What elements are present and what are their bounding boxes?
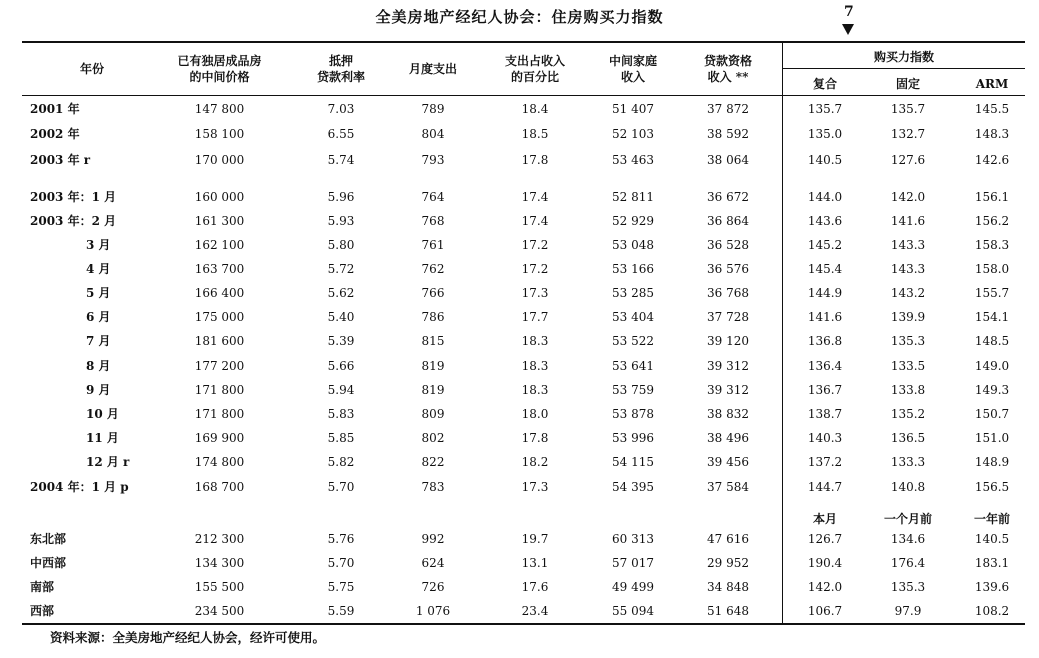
- cell-qual: 37 728: [707, 310, 749, 324]
- cell-pct: 17.2: [521, 238, 549, 252]
- cell-fixed: 135.3: [890, 334, 926, 348]
- cell-income: 53 463: [612, 153, 654, 167]
- cell-fixed: 140.8: [890, 480, 926, 494]
- cell-price: 170 000: [194, 153, 245, 167]
- cell-monthly: 726: [421, 580, 445, 594]
- cell-income: 57 017: [612, 556, 654, 570]
- cell-arm: 151.0: [974, 431, 1010, 445]
- row-label: 2003 年 r: [30, 153, 91, 167]
- cell-pct: 17.8: [521, 153, 549, 167]
- cell-fixed: 136.5: [890, 431, 926, 445]
- row-label: 2003 年：1 月: [30, 190, 117, 204]
- cell-arm: 150.7: [974, 407, 1010, 421]
- cell-qual: 37 872: [707, 102, 749, 116]
- cell-price: 177 200: [194, 359, 245, 373]
- cell-rate: 5.85: [327, 431, 355, 445]
- cell-income: 60 313: [612, 532, 654, 546]
- cell-rate: 5.75: [327, 580, 355, 594]
- cell-arm: 158.3: [974, 238, 1010, 252]
- cell-arm: 108.2: [974, 604, 1010, 618]
- cell-fixed: 133.8: [890, 383, 926, 397]
- cell-qual: 38 592: [707, 127, 749, 141]
- cell-price: 161 300: [194, 214, 245, 228]
- cell-fixed: 141.6: [890, 214, 926, 228]
- table-bottom-rule: [22, 623, 1025, 625]
- cell-composite: 141.6: [807, 310, 843, 324]
- cell-pct: 17.6: [521, 580, 549, 594]
- cell-income: 49 499: [612, 580, 654, 594]
- cell-income: 52 811: [612, 190, 654, 204]
- cell-monthly: 1 076: [415, 604, 451, 618]
- cell-fixed: 135.7: [890, 102, 926, 116]
- cell-composite: 138.7: [807, 407, 843, 421]
- cell-pct: 18.2: [521, 455, 549, 469]
- cell-pct: 18.4: [521, 102, 549, 116]
- cell-pct: 23.4: [521, 604, 549, 618]
- region-label: 东北部: [30, 532, 67, 546]
- subheader-current-month: 本月: [812, 512, 837, 526]
- row-label: 5 月: [86, 286, 111, 300]
- cell-monthly: 819: [421, 359, 445, 373]
- cell-pct: 13.1: [521, 556, 549, 570]
- cell-arm: 145.5: [974, 102, 1010, 116]
- cell-monthly: 804: [421, 127, 445, 141]
- cell-composite: 135.0: [807, 127, 843, 141]
- cell-rate: 5.94: [327, 383, 355, 397]
- row-label: 2004 年：1 月 p: [30, 480, 129, 494]
- table-top-rule: [22, 41, 1025, 43]
- cell-qual: 36 768: [707, 286, 749, 300]
- cell-qual: 34 848: [707, 580, 749, 594]
- row-label: 11 月: [86, 431, 119, 445]
- cell-price: 234 500: [194, 604, 245, 618]
- index-divider: [782, 42, 783, 623]
- cell-monthly: 789: [421, 102, 445, 116]
- cell-price: 171 800: [194, 407, 245, 421]
- cell-qual: 36 528: [707, 238, 749, 252]
- cell-monthly: 761: [421, 238, 445, 252]
- cell-fixed: 139.9: [890, 310, 926, 324]
- cell-income: 53 759: [612, 383, 654, 397]
- cell-rate: 7.03: [327, 102, 355, 116]
- cell-monthly: 793: [421, 153, 445, 167]
- cell-price: 162 100: [194, 238, 245, 252]
- cell-income: 51 407: [612, 102, 654, 116]
- cell-qual: 38 064: [707, 153, 749, 167]
- cell-arm: 149.3: [974, 383, 1010, 397]
- cell-pct: 17.8: [521, 431, 549, 445]
- cell-income: 53 404: [612, 310, 654, 324]
- subheader-year-ago: 一年前: [973, 512, 1010, 526]
- row-label: 2001 年: [30, 102, 80, 116]
- row-label: 7 月: [86, 334, 111, 348]
- subheader-month-ago: 一个月前: [883, 512, 932, 526]
- cell-composite: 140.3: [807, 431, 843, 445]
- down-arrow-icon: [842, 24, 854, 35]
- cell-price: 160 000: [194, 190, 245, 204]
- cell-fixed: 176.4: [890, 556, 926, 570]
- cell-monthly: 766: [421, 286, 445, 300]
- page-title: 全美房地产经纪人协会：住房购买力指数: [375, 8, 664, 26]
- header-affordability-index: 购买力指数: [873, 50, 934, 64]
- cell-composite: 135.7: [807, 102, 843, 116]
- cell-composite: 136.4: [807, 359, 843, 373]
- cell-monthly: 624: [421, 556, 445, 570]
- row-label: 12 月 r: [86, 455, 130, 469]
- row-label: 9 月: [86, 383, 111, 397]
- cell-monthly: 783: [421, 480, 445, 494]
- cell-fixed: 135.3: [890, 580, 926, 594]
- cell-rate: 5.74: [327, 153, 355, 167]
- cell-composite: 137.2: [807, 455, 843, 469]
- header-bottom-rule: [22, 95, 1025, 96]
- cell-arm: 158.0: [974, 262, 1010, 276]
- cell-pct: 18.5: [521, 127, 549, 141]
- cell-qual: 51 648: [707, 604, 749, 618]
- cell-price: 166 400: [194, 286, 245, 300]
- cell-monthly: 802: [421, 431, 445, 445]
- cell-rate: 6.55: [327, 127, 355, 141]
- cell-income: 53 641: [612, 359, 654, 373]
- cell-price: 171 800: [194, 383, 245, 397]
- cell-monthly: 762: [421, 262, 445, 276]
- cell-price: 168 700: [194, 480, 245, 494]
- header-median-income-line1: 中间家庭: [608, 54, 657, 68]
- cell-qual: 39 312: [707, 359, 749, 373]
- cell-rate: 5.40: [327, 310, 355, 324]
- cell-composite: 144.9: [807, 286, 843, 300]
- cell-income: 53 166: [612, 262, 654, 276]
- cell-income: 53 285: [612, 286, 654, 300]
- cell-qual: 38 832: [707, 407, 749, 421]
- cell-income: 53 878: [612, 407, 654, 421]
- header-qualifying-income-line2: 收入 **: [707, 70, 749, 84]
- cell-composite: 140.5: [807, 153, 843, 167]
- cell-monthly: 764: [421, 190, 445, 204]
- cell-price: 174 800: [194, 455, 245, 469]
- header-year: 年份: [79, 62, 104, 76]
- region-label: 中西部: [30, 556, 67, 570]
- cell-monthly: 815: [421, 334, 445, 348]
- cell-fixed: 143.3: [890, 238, 926, 252]
- cell-arm: 148.5: [974, 334, 1010, 348]
- cell-composite: 190.4: [807, 556, 843, 570]
- cell-fixed: 143.2: [890, 286, 926, 300]
- cell-income: 53 522: [612, 334, 654, 348]
- cell-composite: 143.6: [807, 214, 843, 228]
- cell-monthly: 819: [421, 383, 445, 397]
- cell-pct: 17.4: [521, 214, 549, 228]
- cell-composite: 144.0: [807, 190, 843, 204]
- cell-arm: 154.1: [974, 310, 1010, 324]
- header-mortgage-rate-line2: 贷款利率: [316, 70, 365, 84]
- cell-composite: 106.7: [807, 604, 843, 618]
- cell-composite: 126.7: [807, 532, 843, 546]
- cell-price: 169 900: [194, 431, 245, 445]
- cell-rate: 5.82: [327, 455, 355, 469]
- cell-price: 175 000: [194, 310, 245, 324]
- cell-monthly: 786: [421, 310, 445, 324]
- cell-arm: 156.1: [974, 190, 1010, 204]
- cell-composite: 136.7: [807, 383, 843, 397]
- cell-income: 52 929: [612, 214, 654, 228]
- header-mortgage-rate-line1: 抵押: [328, 54, 353, 68]
- cell-rate: 5.80: [327, 238, 355, 252]
- cell-qual: 39 120: [707, 334, 749, 348]
- cell-income: 55 094: [612, 604, 654, 618]
- header-monthly-payment: 月度支出: [408, 62, 457, 76]
- cell-composite: 144.7: [807, 480, 843, 494]
- row-label: 4 月: [86, 262, 111, 276]
- cell-arm: 149.0: [974, 359, 1010, 373]
- header-payment-pct-line2: 的百分比: [510, 70, 559, 84]
- cell-fixed: 134.6: [890, 532, 926, 546]
- source-footnote: 资料来源：全美房地产经纪人协会，经许可使用。: [50, 630, 326, 645]
- header-median-price-line1: 已有独居成品房: [177, 54, 262, 68]
- cell-rate: 5.93: [327, 214, 355, 228]
- region-label: 南部: [30, 580, 55, 594]
- cell-arm: 139.6: [974, 580, 1010, 594]
- header-qualifying-income-line1: 贷款资格: [703, 54, 752, 68]
- cell-rate: 5.39: [327, 334, 355, 348]
- cell-arm: 155.7: [974, 286, 1010, 300]
- cell-fixed: 97.9: [894, 604, 922, 618]
- cell-pct: 18.3: [521, 383, 549, 397]
- cell-price: 158 100: [194, 127, 245, 141]
- cell-rate: 5.72: [327, 262, 355, 276]
- header-composite: 复合: [812, 77, 837, 91]
- cell-qual: 47 616: [707, 532, 749, 546]
- cell-composite: 142.0: [807, 580, 843, 594]
- row-label: 2003 年：2 月: [30, 214, 117, 228]
- cell-fixed: 135.2: [890, 407, 926, 421]
- cell-pct: 17.3: [521, 286, 549, 300]
- cell-qual: 39 456: [707, 455, 749, 469]
- cell-income: 54 115: [612, 455, 654, 469]
- cell-monthly: 768: [421, 214, 445, 228]
- cell-pct: 17.4: [521, 190, 549, 204]
- cell-arm: 140.5: [974, 532, 1010, 546]
- cell-fixed: 127.6: [890, 153, 926, 167]
- header-payment-pct-line1: 支出占收入: [504, 54, 565, 68]
- cell-pct: 18.0: [521, 407, 549, 421]
- cell-income: 54 395: [612, 480, 654, 494]
- cell-arm: 148.3: [974, 127, 1010, 141]
- cell-fixed: 143.3: [890, 262, 926, 276]
- cell-fixed: 142.0: [890, 190, 926, 204]
- cell-income: 53 048: [612, 238, 654, 252]
- cell-qual: 29 952: [707, 556, 749, 570]
- cell-arm: 156.5: [974, 480, 1010, 494]
- cell-pct: 19.7: [521, 532, 549, 546]
- cell-price: 155 500: [194, 580, 245, 594]
- row-label: 10 月: [86, 407, 119, 421]
- cell-monthly: 809: [421, 407, 445, 421]
- cell-rate: 5.66: [327, 359, 355, 373]
- cell-pct: 17.2: [521, 262, 549, 276]
- cell-price: 181 600: [194, 334, 245, 348]
- row-label: 6 月: [86, 310, 111, 324]
- cell-qual: 38 496: [707, 431, 749, 445]
- cell-qual: 39 312: [707, 383, 749, 397]
- cell-arm: 148.9: [974, 455, 1010, 469]
- region-label: 西部: [30, 604, 55, 618]
- cell-rate: 5.96: [327, 190, 355, 204]
- cell-rate: 5.59: [327, 604, 355, 618]
- cell-monthly: 992: [421, 532, 445, 546]
- cell-arm: 183.1: [974, 556, 1010, 570]
- index-group-rule: [783, 68, 1025, 69]
- cell-composite: 145.2: [807, 238, 843, 252]
- cell-arm: 142.6: [974, 153, 1010, 167]
- cell-composite: 136.8: [807, 334, 843, 348]
- row-label: 2002 年: [30, 127, 80, 141]
- cell-fixed: 133.5: [890, 359, 926, 373]
- cell-rate: 5.83: [327, 407, 355, 421]
- cell-arm: 156.2: [974, 214, 1010, 228]
- cell-pct: 17.7: [521, 310, 549, 324]
- row-label: 3 月: [86, 238, 111, 252]
- header-arm: ARM: [975, 77, 1009, 91]
- cell-fixed: 133.3: [890, 455, 926, 469]
- header-median-income-line2: 收入: [620, 70, 645, 84]
- cell-qual: 36 672: [707, 190, 749, 204]
- cell-composite: 145.4: [807, 262, 843, 276]
- cell-price: 134 300: [194, 556, 245, 570]
- header-fixed: 固定: [895, 77, 920, 91]
- cell-qual: 36 576: [707, 262, 749, 276]
- cell-income: 53 996: [612, 431, 654, 445]
- cell-monthly: 822: [421, 455, 445, 469]
- cell-qual: 37 584: [707, 480, 749, 494]
- header-median-price-line2: 的中间价格: [189, 70, 250, 84]
- cell-rate: 5.62: [327, 286, 355, 300]
- row-label: 8 月: [86, 359, 111, 373]
- cell-fixed: 132.7: [890, 127, 926, 141]
- cell-pct: 17.3: [521, 480, 549, 494]
- cell-income: 52 103: [612, 127, 654, 141]
- cell-qual: 36 864: [707, 214, 749, 228]
- cell-rate: 5.70: [327, 556, 355, 570]
- cell-price: 147 800: [194, 102, 245, 116]
- cell-price: 212 300: [194, 532, 245, 546]
- cell-pct: 18.3: [521, 359, 549, 373]
- page-marker: 7: [844, 4, 854, 20]
- cell-price: 163 700: [194, 262, 245, 276]
- cell-rate: 5.70: [327, 480, 355, 494]
- cell-rate: 5.76: [327, 532, 355, 546]
- cell-pct: 18.3: [521, 334, 549, 348]
